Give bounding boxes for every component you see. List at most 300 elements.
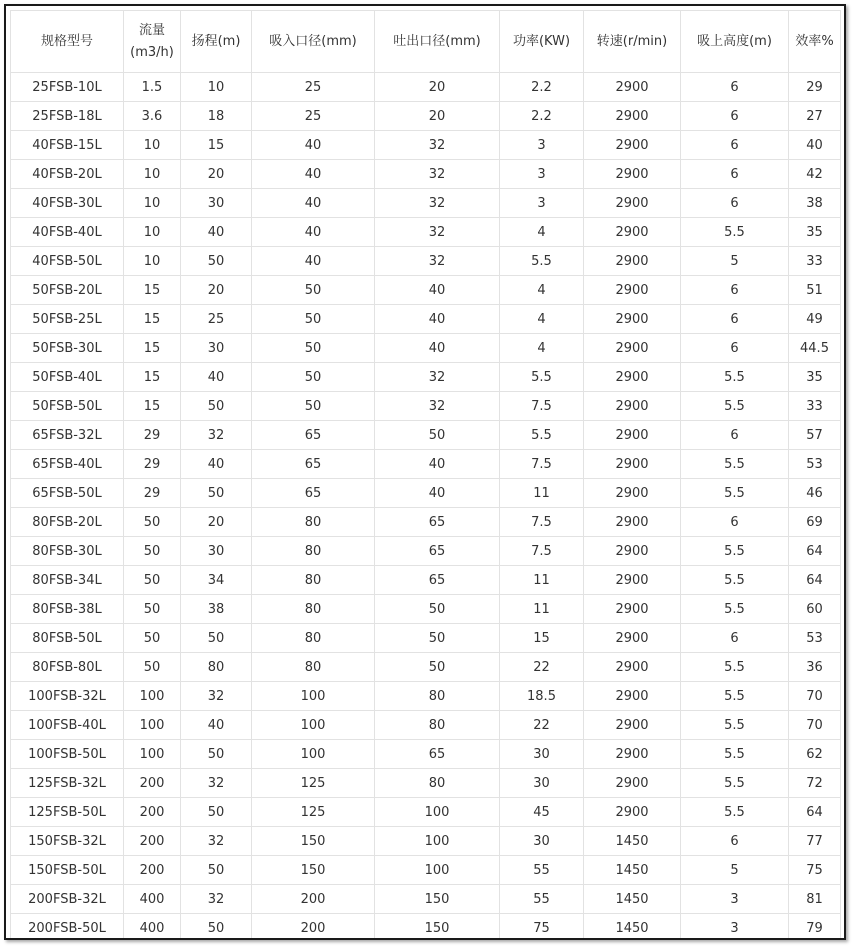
- table-cell: 100FSB-50L: [11, 740, 124, 769]
- table-cell: 80: [252, 595, 375, 624]
- table-cell: 5.5: [681, 392, 789, 421]
- table-row: [11, 102, 841, 131]
- table-cell: 50: [375, 595, 500, 624]
- table-cell: 80: [375, 769, 500, 798]
- table-cell: 79: [789, 914, 841, 941]
- table-cell: 53: [789, 450, 841, 479]
- table-cell: 2900: [584, 595, 681, 624]
- table-cell: 50: [181, 740, 252, 769]
- table-cell: 32: [375, 218, 500, 247]
- table-cell: 50: [375, 624, 500, 653]
- table-cell: 50: [181, 798, 252, 827]
- table-row: [11, 189, 841, 218]
- table-cell: 5: [681, 247, 789, 276]
- table-cell: 125: [252, 798, 375, 827]
- table-cell: 30: [500, 769, 584, 798]
- table-row: [11, 363, 841, 392]
- table-row: [11, 131, 841, 160]
- table-cell: 4: [500, 218, 584, 247]
- table-cell: 30: [181, 334, 252, 363]
- table-cell: 40: [375, 450, 500, 479]
- table-cell: 29: [789, 73, 841, 102]
- table-cell: 3.6: [124, 102, 181, 131]
- table-cell: 2900: [584, 537, 681, 566]
- table-cell: 20: [181, 160, 252, 189]
- table-cell: 40: [789, 131, 841, 160]
- table-cell: 80: [375, 682, 500, 711]
- table-row: [11, 798, 841, 827]
- table-cell: 32: [181, 682, 252, 711]
- table-cell: 2900: [584, 102, 681, 131]
- table-cell: 5.5: [681, 595, 789, 624]
- table-cell: 32: [181, 769, 252, 798]
- table-cell: 2900: [584, 218, 681, 247]
- table-cell: 77: [789, 827, 841, 856]
- table-cell: 33: [789, 392, 841, 421]
- table-cell: 65: [252, 421, 375, 450]
- table-cell: 50FSB-40L: [11, 363, 124, 392]
- table-cell: 1450: [584, 856, 681, 885]
- table-cell: 80FSB-38L: [11, 595, 124, 624]
- table-cell: 22: [500, 711, 584, 740]
- table-cell: 40FSB-40L: [11, 218, 124, 247]
- table-cell: 200: [124, 769, 181, 798]
- table-cell: 50: [375, 421, 500, 450]
- table-row: [11, 827, 841, 856]
- table-cell: 6: [681, 421, 789, 450]
- table-cell: 20: [181, 508, 252, 537]
- table-cell: 100FSB-40L: [11, 711, 124, 740]
- table-cell: 100FSB-32L: [11, 682, 124, 711]
- table-cell: 400: [124, 885, 181, 914]
- table-cell: 5: [681, 856, 789, 885]
- table-row: [11, 682, 841, 711]
- table-cell: 2900: [584, 566, 681, 595]
- table-cell: 65FSB-50L: [11, 479, 124, 508]
- table-cell: 40: [252, 247, 375, 276]
- table-cell: 50: [124, 537, 181, 566]
- table-cell: 55: [500, 885, 584, 914]
- table-cell: 6: [681, 131, 789, 160]
- table-cell: 27: [789, 102, 841, 131]
- table-cell: 30: [181, 537, 252, 566]
- table-cell: 100: [124, 740, 181, 769]
- table-cell: 64: [789, 537, 841, 566]
- table-cell: 150FSB-50L: [11, 856, 124, 885]
- table-cell: 32: [181, 827, 252, 856]
- table-cell: 2.2: [500, 73, 584, 102]
- table-cell: 50: [181, 479, 252, 508]
- table-cell: 42: [789, 160, 841, 189]
- table-cell: 1450: [584, 885, 681, 914]
- table-cell: 35: [789, 363, 841, 392]
- table-cell: 200: [252, 885, 375, 914]
- table-cell: 11: [500, 595, 584, 624]
- table-cell: 62: [789, 740, 841, 769]
- table-cell: 3: [500, 160, 584, 189]
- table-cell: 18: [181, 102, 252, 131]
- table-cell: 40: [252, 160, 375, 189]
- table-cell: 200: [252, 914, 375, 941]
- table-cell: 25: [252, 73, 375, 102]
- table-cell: 50FSB-50L: [11, 392, 124, 421]
- table-cell: 25: [181, 305, 252, 334]
- table-cell: 100: [375, 827, 500, 856]
- table-cell: 29: [124, 450, 181, 479]
- table-cell: 40FSB-15L: [11, 131, 124, 160]
- table-row: [11, 392, 841, 421]
- table-cell: 44.5: [789, 334, 841, 363]
- header-efficiency: 效率%: [789, 11, 841, 73]
- table-cell: 2900: [584, 421, 681, 450]
- table-row: [11, 566, 841, 595]
- table-cell: 75: [500, 914, 584, 941]
- table-cell: 80FSB-80L: [11, 653, 124, 682]
- table-cell: 29: [124, 421, 181, 450]
- table-row: [11, 305, 841, 334]
- table-row: [11, 479, 841, 508]
- table-cell: 2900: [584, 769, 681, 798]
- table-cell: 10: [124, 160, 181, 189]
- table-cell: 32: [375, 363, 500, 392]
- table-cell: 100: [124, 711, 181, 740]
- table-cell: 65: [375, 566, 500, 595]
- table-cell: 15: [181, 131, 252, 160]
- table-cell: 2900: [584, 189, 681, 218]
- table-cell: 60: [789, 595, 841, 624]
- table-cell: 32: [375, 392, 500, 421]
- table-cell: 40: [181, 711, 252, 740]
- table-cell: 50: [181, 624, 252, 653]
- header-head: 扬程(m): [181, 11, 252, 73]
- table-cell: 50: [181, 856, 252, 885]
- table-cell: 7.5: [500, 392, 584, 421]
- table-cell: 20: [375, 102, 500, 131]
- table-cell: 5.5: [681, 450, 789, 479]
- table-cell: 2900: [584, 798, 681, 827]
- table-cell: 1450: [584, 827, 681, 856]
- table-cell: 30: [500, 740, 584, 769]
- table-cell: 5.5: [681, 537, 789, 566]
- table-row: [11, 276, 841, 305]
- table-cell: 50: [252, 363, 375, 392]
- table-cell: 100: [252, 711, 375, 740]
- table-cell: 4: [500, 305, 584, 334]
- table-cell: 40: [375, 305, 500, 334]
- table-cell: 5.5: [500, 421, 584, 450]
- table-cell: 2900: [584, 334, 681, 363]
- table-cell: 15: [124, 334, 181, 363]
- table-cell: 32: [375, 160, 500, 189]
- table-cell: 70: [789, 711, 841, 740]
- table-cell: 5.5: [681, 566, 789, 595]
- table-cell: 5.5: [681, 682, 789, 711]
- table-cell: 6: [681, 624, 789, 653]
- table-cell: 18.5: [500, 682, 584, 711]
- table-cell: 2900: [584, 276, 681, 305]
- table-cell: 20: [181, 276, 252, 305]
- table-cell: 5.5: [681, 711, 789, 740]
- table-cell: 40: [181, 363, 252, 392]
- table-cell: 5.5: [681, 479, 789, 508]
- table-cell: 6: [681, 827, 789, 856]
- table-cell: 40: [375, 334, 500, 363]
- table-cell: 2900: [584, 305, 681, 334]
- table-cell: 50: [181, 392, 252, 421]
- table-cell: 3: [500, 189, 584, 218]
- table-cell: 2900: [584, 450, 681, 479]
- table-cell: 45: [500, 798, 584, 827]
- header-flow: 流量 (m3/h): [124, 11, 181, 73]
- table-cell: 50: [252, 276, 375, 305]
- table-cell: 80: [252, 653, 375, 682]
- table-cell: 80: [181, 653, 252, 682]
- table-cell: 32: [375, 189, 500, 218]
- table-cell: 65: [252, 450, 375, 479]
- table-cell: 29: [124, 479, 181, 508]
- table-cell: 200: [124, 827, 181, 856]
- table-cell: 2900: [584, 508, 681, 537]
- table-cell: 15: [124, 392, 181, 421]
- header-outlet-diameter: 吐出口径(mm): [375, 11, 500, 73]
- table-cell: 2900: [584, 247, 681, 276]
- table-cell: 7.5: [500, 508, 584, 537]
- table-cell: 70: [789, 682, 841, 711]
- table-cell: 65FSB-40L: [11, 450, 124, 479]
- table-cell: 40: [181, 218, 252, 247]
- table-cell: 55: [500, 856, 584, 885]
- table-row: [11, 508, 841, 537]
- pump-spec-table: [10, 10, 841, 940]
- header-model: 规格型号: [11, 11, 124, 73]
- table-frame: [4, 4, 846, 940]
- table-cell: 69: [789, 508, 841, 537]
- table-cell: 40FSB-20L: [11, 160, 124, 189]
- table-cell: 10: [124, 218, 181, 247]
- table-cell: 2900: [584, 682, 681, 711]
- table-cell: 50: [181, 914, 252, 941]
- table-cell: 34: [181, 566, 252, 595]
- table-cell: 80FSB-30L: [11, 537, 124, 566]
- table-cell: 2.2: [500, 102, 584, 131]
- table-cell: 5.5: [681, 363, 789, 392]
- table-cell: 2900: [584, 363, 681, 392]
- table-cell: 150: [375, 914, 500, 941]
- table-cell: 25FSB-10L: [11, 73, 124, 102]
- table-cell: 33: [789, 247, 841, 276]
- table-cell: 10: [124, 247, 181, 276]
- table-row: [11, 537, 841, 566]
- table-cell: 50FSB-30L: [11, 334, 124, 363]
- table-row: [11, 885, 841, 914]
- table-cell: 53: [789, 624, 841, 653]
- table-cell: 10: [181, 73, 252, 102]
- table-cell: 3: [681, 914, 789, 941]
- table-cell: 50: [375, 653, 500, 682]
- table-cell: 80: [252, 537, 375, 566]
- table-cell: 40: [375, 479, 500, 508]
- header-power: 功率(KW): [500, 11, 584, 73]
- table-cell: 50: [181, 247, 252, 276]
- table-cell: 400: [124, 914, 181, 941]
- table-cell: 65: [375, 508, 500, 537]
- table-cell: 5.5: [500, 363, 584, 392]
- table-cell: 5.5: [681, 740, 789, 769]
- table-cell: 50: [124, 653, 181, 682]
- table-cell: 65: [375, 740, 500, 769]
- table-row: [11, 450, 841, 479]
- table-cell: 32: [181, 885, 252, 914]
- table-row: [11, 653, 841, 682]
- table-cell: 6: [681, 276, 789, 305]
- table-cell: 80: [252, 566, 375, 595]
- table-cell: 80: [252, 508, 375, 537]
- table-cell: 6: [681, 160, 789, 189]
- table-cell: 40: [375, 276, 500, 305]
- table-cell: 50: [124, 624, 181, 653]
- table-row: [11, 218, 841, 247]
- table-row: [11, 160, 841, 189]
- table-cell: 1.5: [124, 73, 181, 102]
- table-body: [11, 73, 841, 941]
- table-cell: 2900: [584, 73, 681, 102]
- table-cell: 40FSB-50L: [11, 247, 124, 276]
- table-row: [11, 769, 841, 798]
- table-cell: 64: [789, 798, 841, 827]
- table-cell: 4: [500, 334, 584, 363]
- table-cell: 200: [124, 856, 181, 885]
- table-cell: 15: [124, 276, 181, 305]
- table-cell: 200: [124, 798, 181, 827]
- table-cell: 25FSB-18L: [11, 102, 124, 131]
- table-cell: 38: [181, 595, 252, 624]
- table-header-row: [11, 11, 841, 73]
- table-cell: 100: [252, 740, 375, 769]
- table-cell: 6: [681, 189, 789, 218]
- table-cell: 100: [124, 682, 181, 711]
- table-cell: 125FSB-50L: [11, 798, 124, 827]
- table-cell: 100: [375, 798, 500, 827]
- table-cell: 22: [500, 653, 584, 682]
- table-cell: 50FSB-25L: [11, 305, 124, 334]
- table-cell: 50FSB-20L: [11, 276, 124, 305]
- table-cell: 40FSB-30L: [11, 189, 124, 218]
- table-cell: 100: [252, 682, 375, 711]
- table-cell: 80FSB-20L: [11, 508, 124, 537]
- table-cell: 80FSB-50L: [11, 624, 124, 653]
- table-cell: 5.5: [681, 769, 789, 798]
- table-cell: 40: [252, 218, 375, 247]
- table-cell: 150: [252, 827, 375, 856]
- table-cell: 80: [375, 711, 500, 740]
- table-cell: 2900: [584, 479, 681, 508]
- header-inlet-diameter: 吸入口径(mm): [252, 11, 375, 73]
- table-cell: 7.5: [500, 450, 584, 479]
- table-cell: 49: [789, 305, 841, 334]
- table-row: [11, 595, 841, 624]
- table-cell: 51: [789, 276, 841, 305]
- table-cell: 5.5: [681, 218, 789, 247]
- table-cell: 36: [789, 653, 841, 682]
- table-cell: 125: [252, 769, 375, 798]
- table-cell: 150: [375, 885, 500, 914]
- table-cell: 50: [124, 508, 181, 537]
- table-cell: 200FSB-32L: [11, 885, 124, 914]
- table-cell: 5.5: [500, 247, 584, 276]
- table-row: [11, 73, 841, 102]
- table-row: [11, 247, 841, 276]
- table-cell: 65: [375, 537, 500, 566]
- table-row: [11, 856, 841, 885]
- table-row: [11, 711, 841, 740]
- table-cell: 20: [375, 73, 500, 102]
- table-cell: 11: [500, 566, 584, 595]
- table-cell: 2900: [584, 160, 681, 189]
- table-cell: 25: [252, 102, 375, 131]
- table-cell: 200FSB-50L: [11, 914, 124, 941]
- table-cell: 65FSB-32L: [11, 421, 124, 450]
- table-cell: 40: [252, 189, 375, 218]
- table-cell: 15: [124, 305, 181, 334]
- table-row: [11, 914, 841, 941]
- table-cell: 5.5: [681, 798, 789, 827]
- table-cell: 6: [681, 102, 789, 131]
- table-cell: 64: [789, 566, 841, 595]
- table-cell: 150: [252, 856, 375, 885]
- table-cell: 6: [681, 73, 789, 102]
- table-cell: 50: [124, 566, 181, 595]
- table-cell: 2900: [584, 711, 681, 740]
- header-speed: 转速(r/min): [584, 11, 681, 73]
- table-cell: 2900: [584, 131, 681, 160]
- table-cell: 65: [252, 479, 375, 508]
- table-cell: 50: [252, 334, 375, 363]
- table-cell: 35: [789, 218, 841, 247]
- table-cell: 50: [124, 595, 181, 624]
- table-cell: 11: [500, 479, 584, 508]
- table-cell: 125FSB-32L: [11, 769, 124, 798]
- table-cell: 4: [500, 276, 584, 305]
- table-cell: 6: [681, 334, 789, 363]
- table-cell: 6: [681, 305, 789, 334]
- table-row: [11, 624, 841, 653]
- table-cell: 32: [375, 131, 500, 160]
- table-cell: 32: [181, 421, 252, 450]
- table-cell: 38: [789, 189, 841, 218]
- table-cell: 2900: [584, 624, 681, 653]
- table-cell: 30: [181, 189, 252, 218]
- table-cell: 30: [500, 827, 584, 856]
- table-cell: 72: [789, 769, 841, 798]
- table-cell: 46: [789, 479, 841, 508]
- table-cell: 5.5: [681, 653, 789, 682]
- table-cell: 15: [500, 624, 584, 653]
- table-cell: 3: [500, 131, 584, 160]
- table-cell: 81: [789, 885, 841, 914]
- table-cell: 50: [252, 392, 375, 421]
- table-cell: 40: [252, 131, 375, 160]
- table-cell: 10: [124, 189, 181, 218]
- table-cell: 7.5: [500, 537, 584, 566]
- table-cell: 2900: [584, 653, 681, 682]
- table-cell: 2900: [584, 740, 681, 769]
- table-cell: 15: [124, 363, 181, 392]
- table-row: [11, 740, 841, 769]
- table-cell: 80: [252, 624, 375, 653]
- header-suction-height: 吸上高度(m): [681, 11, 789, 73]
- table-cell: 50: [252, 305, 375, 334]
- table-cell: 1450: [584, 914, 681, 941]
